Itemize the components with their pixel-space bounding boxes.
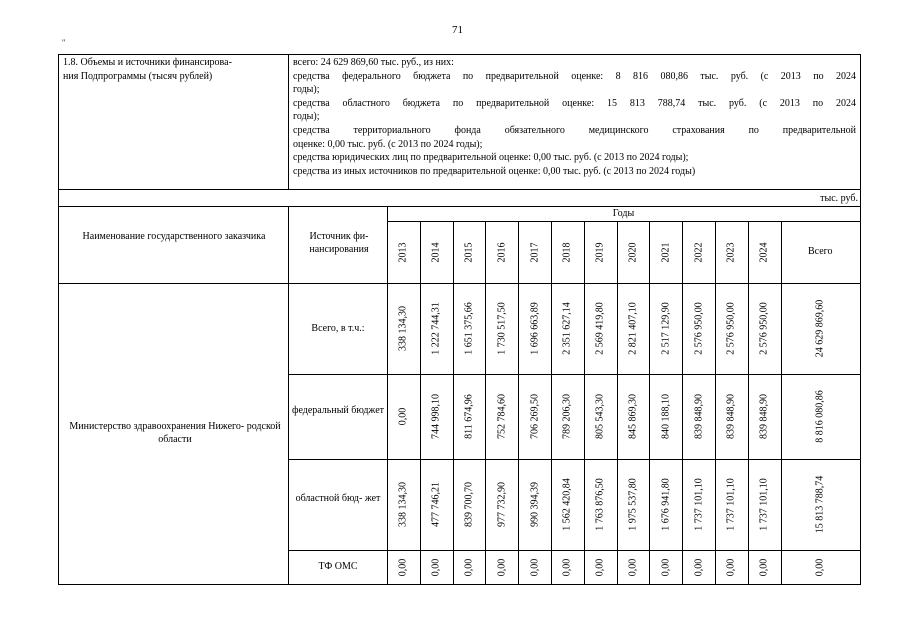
- grid-line: [715, 221, 716, 584]
- data-cell: 752 784,60: [496, 394, 508, 439]
- year-header: 2013: [397, 242, 409, 262]
- grid-line: [485, 221, 486, 584]
- year-header: 2017: [529, 242, 541, 262]
- data-cell: 839 848,90: [725, 394, 737, 439]
- header-total: Всего: [808, 246, 833, 257]
- data-cell: 706 269,50: [529, 394, 541, 439]
- grid-line: [420, 221, 421, 584]
- section-line: средства территориального фонда обязательного медицинского страхования по предварительной: [293, 124, 856, 136]
- data-cell: 845 869,30: [627, 394, 639, 439]
- data-cell: 1 763 876,50: [594, 478, 606, 531]
- row-source: областной бюд- жет: [295, 492, 381, 504]
- year-header: 2018: [561, 242, 573, 262]
- year-header: 2023: [725, 242, 737, 262]
- data-cell: 2 576 950,00: [693, 302, 705, 355]
- data-cell: 0,00: [627, 558, 639, 576]
- data-cell: 0,00: [561, 558, 573, 576]
- data-cell: 839 700,70: [463, 482, 475, 527]
- header-source: Источник фи- нансирования: [309, 231, 369, 255]
- data-cell: 2 517 129,90: [660, 302, 672, 355]
- data-cell: 2 576 950,00: [725, 302, 737, 355]
- data-cell: 0,00: [594, 558, 606, 576]
- units-label: тыс. руб.: [820, 193, 858, 204]
- year-header: 2016: [496, 242, 508, 262]
- total-cell: 0,00: [814, 558, 826, 576]
- year-header: 2020: [627, 242, 639, 262]
- grid-line: [617, 221, 618, 584]
- data-cell: 2 576 950,00: [758, 302, 770, 355]
- grid-line: [649, 221, 650, 584]
- grid-line: [551, 221, 552, 584]
- data-cell: 0,00: [397, 558, 409, 576]
- data-cell: 1 651 375,66: [463, 302, 475, 355]
- data-cell: 0,00: [430, 558, 442, 576]
- grid-line: [387, 221, 860, 222]
- data-cell: 840 188,10: [660, 394, 672, 439]
- data-cell: 811 674,96: [463, 394, 475, 439]
- data-cell: 0,00: [660, 558, 672, 576]
- page-number: 71: [452, 24, 463, 36]
- year-header: 2019: [594, 242, 606, 262]
- financing-table: [58, 54, 861, 585]
- data-cell: 0,00: [397, 407, 409, 426]
- header-customer: Наименование государственного заказчика: [82, 231, 266, 242]
- total-cell: 15 813 788,74: [814, 475, 826, 534]
- data-cell: 977 732,90: [496, 482, 508, 527]
- customer-name: Министерство здравоохранения Нижего- родской области: [69, 421, 281, 445]
- grid-line: [59, 283, 860, 284]
- grid-line: [59, 206, 860, 207]
- data-cell: 2 821 407,10: [627, 302, 639, 355]
- section-line: всего: 24 629 869,60 тыс. руб., из них:: [293, 57, 454, 68]
- data-cell: 1 975 537,80: [627, 478, 639, 531]
- grid-line: [289, 550, 860, 551]
- section-line: оценке: 0,00 тыс. руб. (с 2013 по 2024 годы);: [293, 138, 483, 150]
- grid-line: [748, 221, 749, 584]
- data-cell: 1 222 744,31: [430, 302, 442, 355]
- row-source: ТФ ОМС: [318, 561, 358, 572]
- grid-line: [387, 206, 388, 584]
- section-line: средства областного бюджета по предварительной оценке: 15 813 788,74 тыс. руб. (с 2013 по 2024: [293, 97, 856, 109]
- data-cell: 839 848,90: [758, 394, 770, 439]
- data-cell: 1 737 101,10: [693, 478, 705, 531]
- data-cell: 1 737 101,10: [758, 478, 770, 531]
- data-cell: 990 394,39: [529, 482, 541, 527]
- data-cell: 0,00: [463, 558, 475, 576]
- quote-mark: ": [62, 38, 66, 47]
- data-cell: 805 543,30: [594, 394, 606, 439]
- row-source: федеральный бюджет: [291, 404, 385, 416]
- data-cell: 477 746,21: [430, 482, 442, 527]
- data-cell: 1 737 101,10: [725, 478, 737, 531]
- data-cell: 839 848,90: [693, 394, 705, 439]
- grid-line: [289, 459, 860, 460]
- grid-line: [453, 221, 454, 584]
- grid-line: [518, 221, 519, 584]
- header-years-label: Годы: [612, 208, 635, 219]
- data-cell: 0,00: [529, 558, 541, 576]
- total-cell: 24 629 869,60: [814, 299, 826, 358]
- year-header: 2024: [758, 242, 770, 262]
- section-line: средства федерального бюджета по предварительной оценке: 8 816 080,86 тыс. руб. (с 2013 по 2024: [293, 70, 856, 82]
- data-cell: 789 206,30: [561, 394, 573, 439]
- grid-line: [781, 221, 782, 584]
- grid-line: [584, 221, 585, 584]
- section-line: средства юридических лиц по предварительной оценке: 0,00 тыс. руб. (с 2013 по 2024 годы);: [293, 152, 689, 164]
- year-header: 2015: [463, 242, 475, 262]
- row-source: Всего, в т.ч.:: [311, 322, 365, 334]
- grid-line: [682, 221, 683, 584]
- grid-line: [289, 374, 860, 375]
- total-cell: 8 816 080,86: [814, 390, 826, 443]
- year-header: 2021: [660, 242, 672, 262]
- year-header: 2014: [430, 242, 442, 262]
- data-cell: 0,00: [693, 558, 705, 576]
- data-cell: 1 696 663,89: [529, 302, 541, 355]
- data-cell: 338 134,30: [397, 306, 409, 351]
- data-cell: 0,00: [758, 558, 770, 576]
- section-text: [293, 56, 856, 178]
- data-cell: 338 134,30: [397, 482, 409, 527]
- section-line: средства из иных источников по предварительной оценке: 0,00 тыс. руб. (с 2013 по 2024 годы): [293, 165, 696, 177]
- data-cell: 0,00: [725, 558, 737, 576]
- section-line: годы);: [293, 111, 320, 123]
- data-cell: 2 569 419,80: [594, 302, 606, 355]
- data-cell: 0,00: [496, 558, 508, 576]
- year-header: 2022: [693, 242, 705, 262]
- grid-line: [59, 189, 860, 190]
- data-cell: 1 562 420,84: [561, 478, 573, 531]
- section-label: 1.8. Объемы и источники финансирова- ния Подпрограммы (тысяч рублей): [63, 57, 232, 82]
- data-cell: 744 998,10: [430, 394, 442, 439]
- data-cell: 1 676 941,80: [660, 478, 672, 531]
- data-cell: 2 351 627,14: [561, 302, 573, 355]
- section-line: годы);: [293, 84, 320, 96]
- grid-line: [288, 206, 289, 584]
- data-cell: 1 730 517,50: [496, 302, 508, 355]
- grid-line: [288, 55, 289, 190]
